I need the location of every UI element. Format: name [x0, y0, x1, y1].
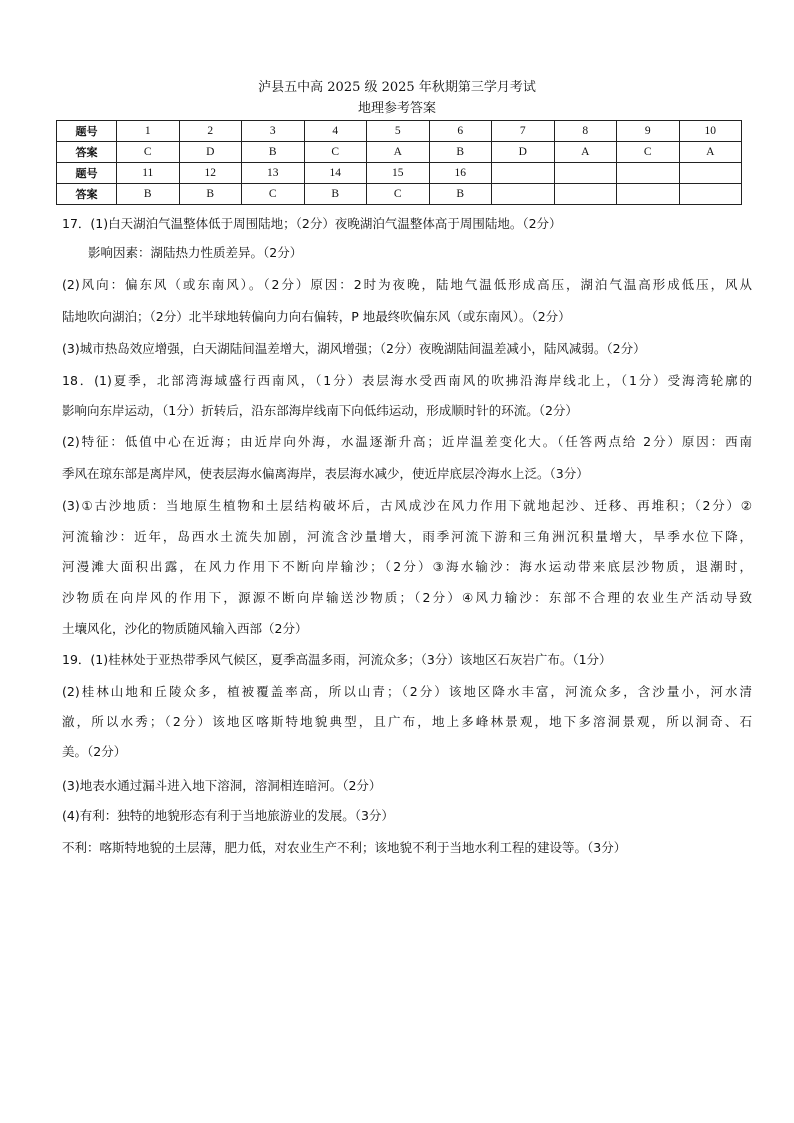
table-cell: 16	[429, 163, 492, 184]
row-header: 答案	[57, 142, 117, 163]
table-cell: 10	[679, 121, 742, 142]
row-header: 答案	[57, 184, 117, 205]
answer-line: (4)有利：独特的地貌形态有利于当地旅游业的发展。（3分）	[62, 808, 394, 823]
answer-line: 17．(1)白天湖泊气温整体低于周围陆地；（2分）夜晚湖泊气温整体高于周围陆地。（2分）	[62, 216, 562, 231]
document-subtitle: 地理参考答案	[357, 101, 436, 116]
table-cell: 6	[429, 121, 492, 142]
table-cell: C	[242, 184, 305, 205]
table-cell: B	[242, 142, 305, 163]
answer-line: 季风在琼东部是离岸风，使表层海水偏离海岸，表层海水减少，使近岸底层冷海水上泛。（3分）	[62, 466, 589, 481]
table-cell: B	[304, 184, 367, 205]
answer-line: (2)桂林山地和丘陵众多，植被覆盖率高，所以山青；（2分）该地区降水丰富，河流众多，含沙量小，河水清	[62, 684, 752, 699]
table-cell	[679, 184, 742, 205]
table-cell	[492, 163, 555, 184]
answer-line: 土壤风化，沙化的物质随风输入西部（2分）	[62, 621, 308, 636]
answer-line: 澈，所以水秀；（2分）该地区喀斯特地貌典型，且广布，地上多峰林景观，地下多溶洞景观，所以洞奇、石	[62, 714, 752, 729]
answer-line: (2)特征：低值中心在近海；由近岸向外海，水温逐渐升高；近岸温差变化大。（任答两点给 2分）原因：西南	[62, 434, 752, 449]
answer-line: (2)风向：偏东风（或东南风）。（2分）原因：2时为夜晚，陆地气温低形成高压，湖泊气温高形成低压，风从	[62, 277, 752, 292]
answer-line: 沙物质在向岸风的作用下，源源不断向岸输送沙物质；（2分）④风力输沙：东部不合理的农业生产活动导致	[62, 590, 752, 605]
answer-line: 河漫滩大面积出露，在风力作用下不断向岸输沙；（2分）③海水输沙：海水运动带来底层沙物质，退潮时，	[62, 559, 752, 574]
table-cell: B	[117, 184, 180, 205]
table-cell: 4	[304, 121, 367, 142]
table-cell: 2	[179, 121, 242, 142]
table-cell	[679, 163, 742, 184]
table-cell: C	[304, 142, 367, 163]
table-cell: B	[429, 142, 492, 163]
table-cell	[617, 184, 680, 205]
answer-table	[56, 120, 742, 205]
table-cell: 14	[304, 163, 367, 184]
table-cell: 12	[179, 163, 242, 184]
table-cell: D	[492, 142, 555, 163]
table-cell: B	[179, 184, 242, 205]
answer-line: 18．(1)夏季，北部湾海域盛行西南风，（1分）表层海水受西南风的吹拂沿海岸线北上，（1分）受海湾轮廓的	[62, 373, 752, 388]
table-cell: 13	[242, 163, 305, 184]
table-cell: 8	[554, 121, 617, 142]
answer-line: (3)城市热岛效应增强，白天湖陆间温差增大，湖风增强；（2分）夜晚湖陆间温差减小，陆风减弱。（2分）	[62, 341, 646, 356]
table-cell	[554, 184, 617, 205]
answer-line: (3)①古沙地质：当地原生植物和土层结构破坏后，古风成沙在风力作用下就地起沙、迁移、再堆积；（2分）②	[62, 498, 752, 513]
answer-line: (3)地表水通过漏斗进入地下溶洞，溶洞相连暗河。（2分）	[62, 778, 382, 793]
table-cell: C	[117, 142, 180, 163]
answer-line: 19．(1)桂林处于亚热带季风气候区，夏季高温多雨，河流众多；（3分）该地区石灰岩广布。（1分）	[62, 652, 612, 667]
table-cell	[617, 163, 680, 184]
table-cell: C	[617, 142, 680, 163]
table-cell: 11	[117, 163, 180, 184]
answer-line: 河流输沙：近年，岛西水土流失加剧，河流含沙量增大，雨季河流下游和三角洲沉积量增大，旱季水位下降，	[62, 529, 752, 544]
answer-line: 不利：喀斯特地貌的土层薄，肥力低，对农业生产不利；该地貌不利于当地水利工程的建设等。（3分）	[62, 840, 627, 855]
document-title: 泸县五中高 2025 级 2025 年秋期第三学月考试	[258, 80, 536, 95]
row-header: 题号	[57, 121, 117, 142]
table-row	[57, 163, 742, 184]
table-cell	[554, 163, 617, 184]
table-cell: D	[179, 142, 242, 163]
table-cell: A	[679, 142, 742, 163]
table-cell: 15	[367, 163, 430, 184]
table-cell: C	[367, 184, 430, 205]
table-row	[57, 121, 742, 142]
row-header: 题号	[57, 163, 117, 184]
table-cell: 3	[242, 121, 305, 142]
table-cell: 5	[367, 121, 430, 142]
answer-line: 影响向东岸运动，（1分）折转后，沿东部海岸线南下向低纬运动，形成顺时针的环流。（2分）	[62, 403, 578, 418]
answer-line: 影响因素：湖陆热力性质差异。（2分）	[88, 245, 303, 260]
table-cell: 9	[617, 121, 680, 142]
table-row	[57, 184, 742, 205]
table-cell: A	[554, 142, 617, 163]
table-row	[57, 142, 742, 163]
table-cell	[492, 184, 555, 205]
table-cell: 7	[492, 121, 555, 142]
table-cell: B	[429, 184, 492, 205]
table-cell: 1	[117, 121, 180, 142]
answer-line: 陆地吹向湖泊；（2分）北半球地转偏向力向右偏转，P 地最终吹偏东风（或东南风）。（2分）	[62, 309, 571, 324]
table-cell: A	[367, 142, 430, 163]
answer-line: 美。（2分）	[62, 744, 127, 759]
